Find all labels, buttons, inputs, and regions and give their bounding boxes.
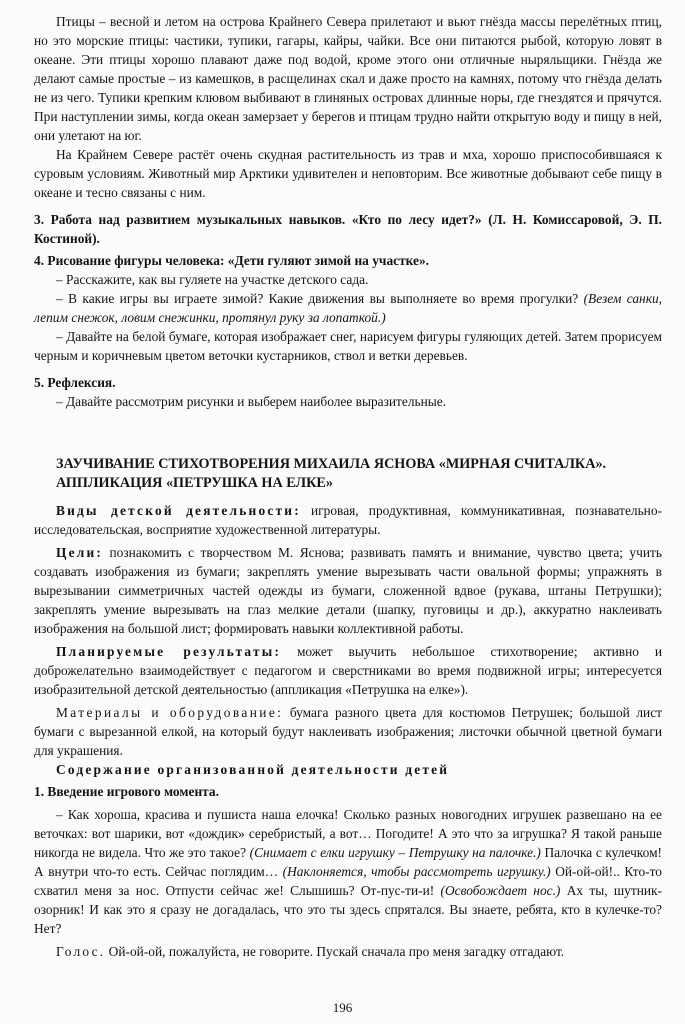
paragraph-birds: Птицы – весной и летом на острова Крайнего Севера прилетают и вьют гнёзда массы перелётных птиц, но это морские птицы: частики, тупики, гагары, кайры, чайки. Все они питаются рыбой, которую ловят в океане. Эти птицы хорошо плавают даже под водой, кроме этого они отличные ныряльщики. Гнёзда же делают самые простые – из камешков, в расщелинах скал и даже просто на камнях, потому что гнёзда делать не из чего. Тупики крепким клювом выбивают в глиняных островах длинные норы, где гнездятся и прячутся. При наступлении зимы, когда океан замерзает у берегов и птицам трудно найти открытую воду и пищу в ней, они улетают на юг.: [34, 14, 662, 143]
activity-types-label: Виды детской деятельности:: [56, 503, 301, 518]
heading-item-3: 3. Работа над развитием музыкальных навыков. «Кто по лесу идет?» (Л. Н. Комиссаровой, Э. П. Костиной).: [34, 212, 662, 246]
page-text: [34, 12, 662, 961]
dialog-line-1: – Расскажите, как вы гуляете на участке детского сада.: [56, 272, 369, 287]
intro-text-c: Ой-ой-ой!.. Кто-то схватил меня за нос. Отпусти сейчас же! Слышишь? От-пус-ти-и!: [34, 864, 663, 898]
paragraph-vegetation: На Крайнем Севере растёт очень скудная растительность из трав и мха, хорошо приспособившаяся к суровым условиям. Животный мир Арктики удивителен и неповторим. Все животные добывают себе пищу в океане и тесно связаны с ним.: [34, 147, 662, 200]
heading-item-4: 4. Рисование фигуры человека: «Дети гуляют зимой на участке».: [34, 253, 430, 268]
heading-item-5: 5. Рефлексия.: [34, 375, 116, 390]
lesson-title: [34, 455, 662, 493]
voice-line: [34, 942, 662, 961]
planned-results-text: может выучить небольшое стихотворение; активно и доброжелательно взаимодействует с педагогом и сверстниками во время подвижной игры; интересуется изобразительной детской деятельностью (аппликация «Петрушка на елке»).: [34, 644, 662, 697]
intro-italic-2: (Наклоняется, чтобы рассмотреть игрушку.): [282, 864, 551, 879]
dialog-line-2: [34, 289, 662, 327]
materials-label: Материалы и оборудование:: [56, 705, 284, 720]
intro-text-d: Ах ты, шутник-озорник! И как это я сразу не догадалась, что это ты здесь спрятался. Вы знаете, ребята, кто в кулечке-то? Нет?: [34, 883, 663, 936]
heading-intro: 1. Введение игрового момента.: [34, 784, 219, 799]
reflection-line: – Давайте рассмотрим рисунки и выберем наиболее выразительные.: [56, 394, 447, 409]
voice-text: Ой-ой-ой, пожалуйста, не говорите. Пускай сначала про меня загадку отгадают.: [105, 944, 565, 959]
materials: [34, 703, 662, 760]
materials-text: бумага разного цвета для костюмов Петрушек; большой лист бумаги с вырезанной елкой, на который будут наклеивать изображения; листочки обычной цветной бумаги для украшения.: [34, 705, 663, 758]
planned-results: [34, 642, 662, 699]
activity-types-text: игровая, продуктивная, коммуникативная, познавательно-исследовательская, восприятие художественной литературы.: [34, 503, 662, 537]
dialog-line-3: – Давайте на белой бумаге, которая изображает снег, нарисуем фигуры гуляющих детей. Затем прорисуем черным и коричневым цветом веточки кустарников, ствол и ветки деревьев.: [34, 329, 662, 363]
intro-italic-3: (Освобождает нос.): [440, 883, 561, 898]
intro-italic-1: (Снимает с елки игрушку – Петрушку на палочке.): [249, 845, 541, 860]
intro-paragraph: [34, 805, 662, 938]
planned-results-label: Планируемые результаты:: [56, 644, 282, 659]
goals-text: познакомить с творчеством М. Яснова; развивать память и внимание, чувство цвета; учить создавать изображения из бумаги; закреплять умение вырезывать части овальной формы; упражнять в вырезывании симметричных частей одежды из бумаги, сложенной вдвое (рукава, штаны Петрушки); закреплять умение вырезывать на глаз мелкие детали (шапку, пуговицы и др.), аккуратно наклеивать изображения на большой лист; формировать навыки коллективной работы.: [34, 545, 662, 636]
goals-label: Цели:: [56, 545, 104, 560]
goals: [34, 543, 662, 638]
lesson-title-line-1: ЗАУЧИВАНИЕ СТИХОТВОРЕНИЯ МИХАИЛА ЯСНОВА «МИРНАЯ СЧИТАЛКА».: [56, 456, 607, 472]
dialog-line-2-italic: (Везем санки, лепим снежок, ловим снежинки, протянул руку за лопаткой.): [34, 291, 662, 325]
intro-text-a: – Как хороша, красива и пушиста наша елочка! Сколько разных новогодних игрушек развешано на ее веточках: вот шарики, вот «дождик» серебристый, а вот… Погодите! А это что за игрушка? Я такой раньше никогда не видела. Что же это такое?: [34, 807, 662, 860]
activity-types: [34, 501, 662, 539]
content-heading: Содержание организованной деятельности детей: [56, 762, 450, 777]
voice-label: Голос.: [56, 944, 106, 959]
intro-text-b: Палочка с кулечком! А внутри что-то есть. Сейчас поглядим…: [34, 845, 662, 879]
page-number: 196: [332, 1000, 353, 1015]
lesson-title-line-2: АППЛИКАЦИЯ «ПЕТРУШКА НА ЕЛКЕ»: [56, 475, 333, 491]
dialog-line-2-text: – В какие игры вы играете зимой? Какие движения вы выполняете во время прогулки?: [56, 291, 584, 306]
